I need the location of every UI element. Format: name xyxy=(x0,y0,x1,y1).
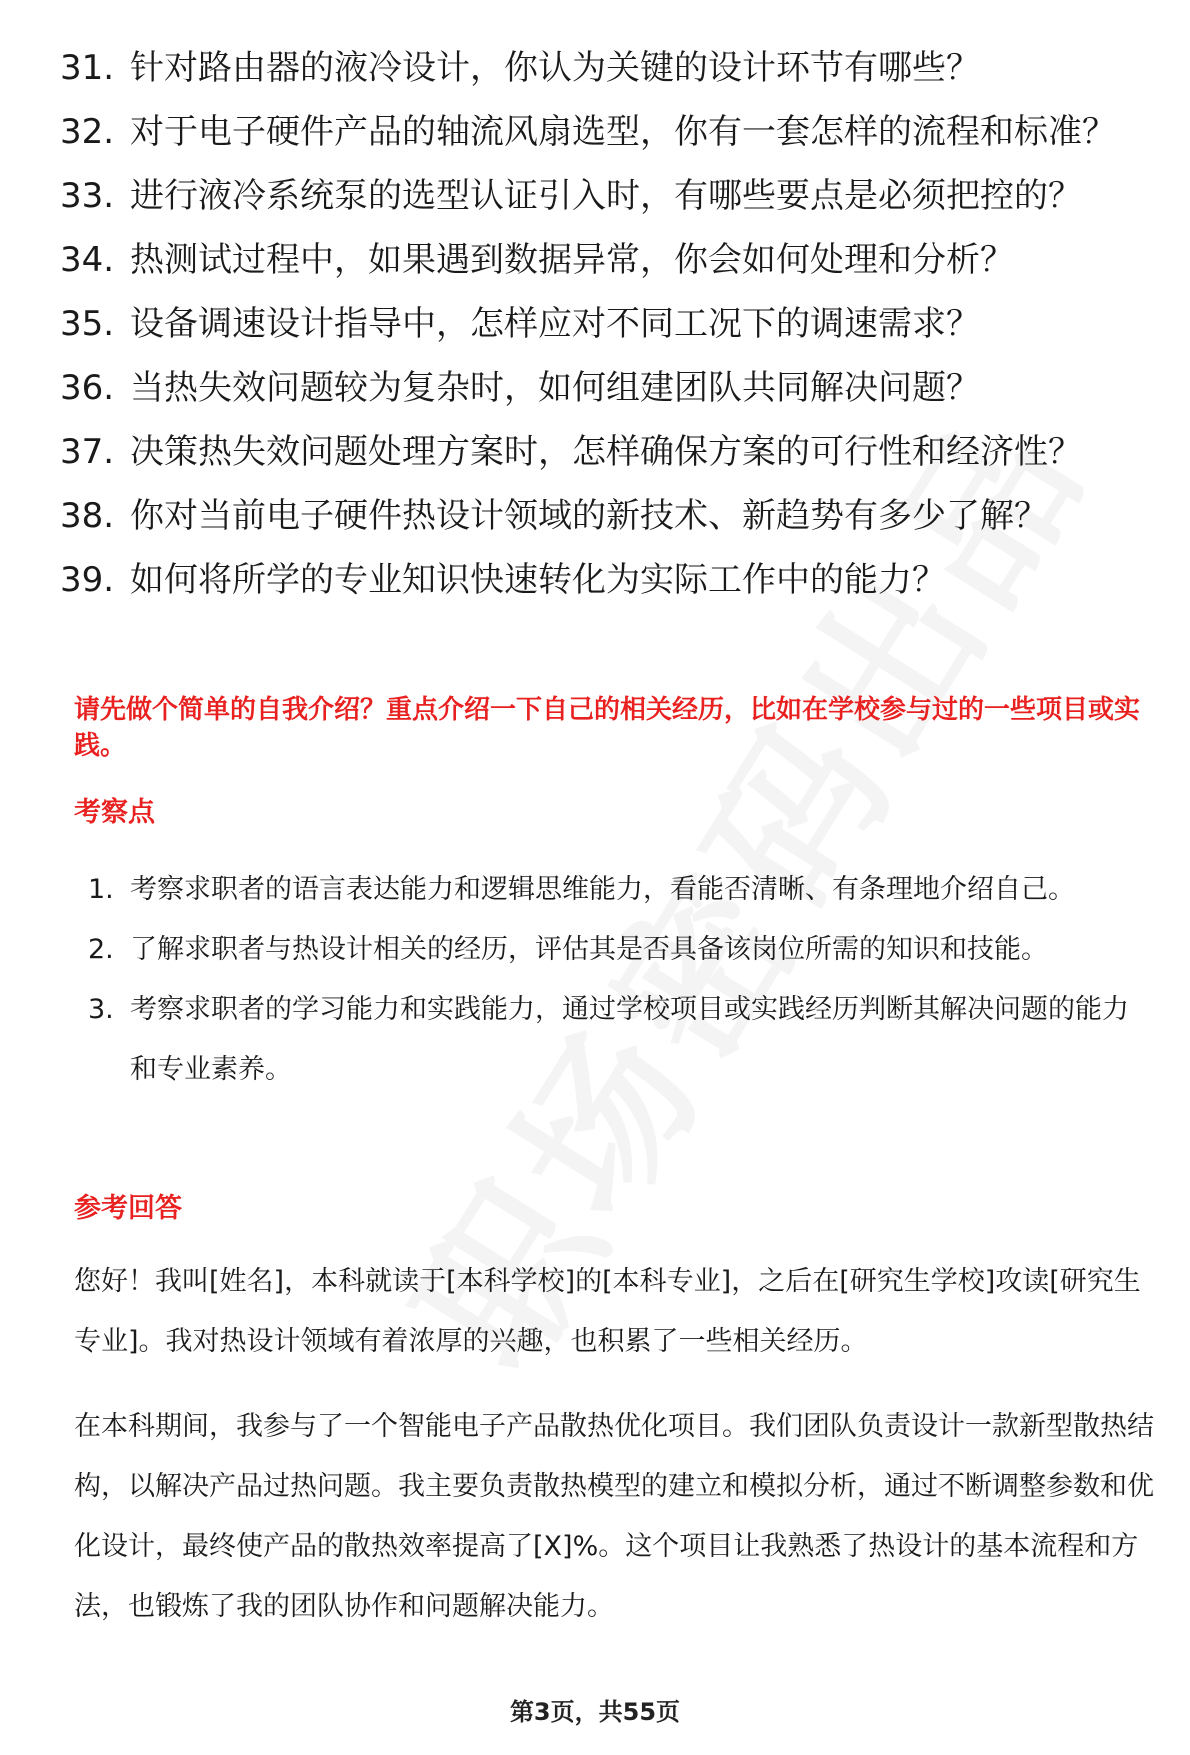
question-text: 设备调速设计指导中，怎样应对不同工况下的调速需求？ xyxy=(130,304,980,344)
question-item xyxy=(60,368,1140,408)
point-item xyxy=(88,860,1148,920)
interview-prompt: 请先做个简单的自我介绍？重点介绍一下自己的相关经历，比如在学校参与过的一些项目或实践。 xyxy=(74,695,1141,761)
point-text: 考察求职者的学习能力和实践能力，通过学校项目或实践经历判断其解决问题的能力和专业素养。 xyxy=(130,994,1129,1085)
question-item xyxy=(60,112,1140,152)
question-number: 34. xyxy=(60,240,115,280)
question-text: 如何将所学的专业知识快速转化为实际工作中的能力？ xyxy=(130,560,946,600)
question-item xyxy=(60,496,1140,536)
question-item xyxy=(60,48,1140,88)
answer-paragraph: 在本科期间，我参与了一个智能电子产品散热优化项目。我们团队负责设计一款新型散热结构，以解决产品过热问题。我主要负责散热模型的建立和模拟分析，通过不断调整参数和优化设计，最终使产品的散热效率提高了[X]%。这个项目让我熟悉了热设计的基本流程和方法，也锻炼了我的团队协作和问题解决能力。 xyxy=(74,1411,1154,1622)
answer-paragraph: 您好！我叫[姓名]，本科就读于[本科学校]的[本科专业]，之后在[研究生学校]攻读[研究生专业]。我对热设计领域有着浓厚的兴趣，也积累了一些相关经历。 xyxy=(74,1266,1141,1357)
question-text: 决策热失效问题处理方案时，怎样确保方案的可行性和经济性？ xyxy=(130,432,1082,472)
points-heading: 考察点 xyxy=(74,797,155,828)
answer-heading: 参考回答 xyxy=(74,1193,182,1224)
points-list xyxy=(88,860,1148,1100)
point-text: 考察求职者的语言表达能力和逻辑思维能力，看能否清晰、有条理地介绍自己。 xyxy=(130,874,1075,905)
point-item xyxy=(88,920,1148,980)
point-item xyxy=(88,980,1148,1100)
question-number: 33. xyxy=(60,176,115,216)
question-number: 38. xyxy=(60,496,115,536)
question-number: 32. xyxy=(60,112,115,152)
question-number: 31. xyxy=(60,48,115,88)
question-item xyxy=(60,560,1140,600)
question-number: 36. xyxy=(60,368,115,408)
point-number: 3. xyxy=(88,994,114,1025)
question-text: 针对路由器的液冷设计，你认为关键的设计环节有哪些？ xyxy=(130,48,980,88)
question-text: 当热失效问题较为复杂时，如何组建团队共同解决问题？ xyxy=(130,368,980,408)
question-number: 39. xyxy=(60,560,115,600)
question-text: 你对当前电子硬件热设计领域的新技术、新趋势有多少了解？ xyxy=(130,496,1048,536)
question-item xyxy=(60,304,1140,344)
point-text: 了解求职者与热设计相关的经历，评估其是否具备该岗位所需的知识和技能。 xyxy=(130,934,1048,965)
question-list xyxy=(60,48,1140,624)
question-item xyxy=(60,240,1140,280)
question-number: 35. xyxy=(60,304,115,344)
question-text: 热测试过程中，如果遇到数据异常，你会如何处理和分析？ xyxy=(130,240,1014,280)
page-footer: 第3页，共55页 xyxy=(509,1698,681,1726)
point-number: 1. xyxy=(88,874,114,905)
question-item xyxy=(60,176,1140,216)
question-text: 对于电子硬件产品的轴流风扇选型，你有一套怎样的流程和标准？ xyxy=(130,112,1116,152)
point-number: 2. xyxy=(88,934,114,965)
question-item xyxy=(60,432,1140,472)
question-number: 37. xyxy=(60,432,115,472)
question-text: 进行液冷系统泵的选型认证引入时，有哪些要点是必须把控的？ xyxy=(130,176,1082,216)
